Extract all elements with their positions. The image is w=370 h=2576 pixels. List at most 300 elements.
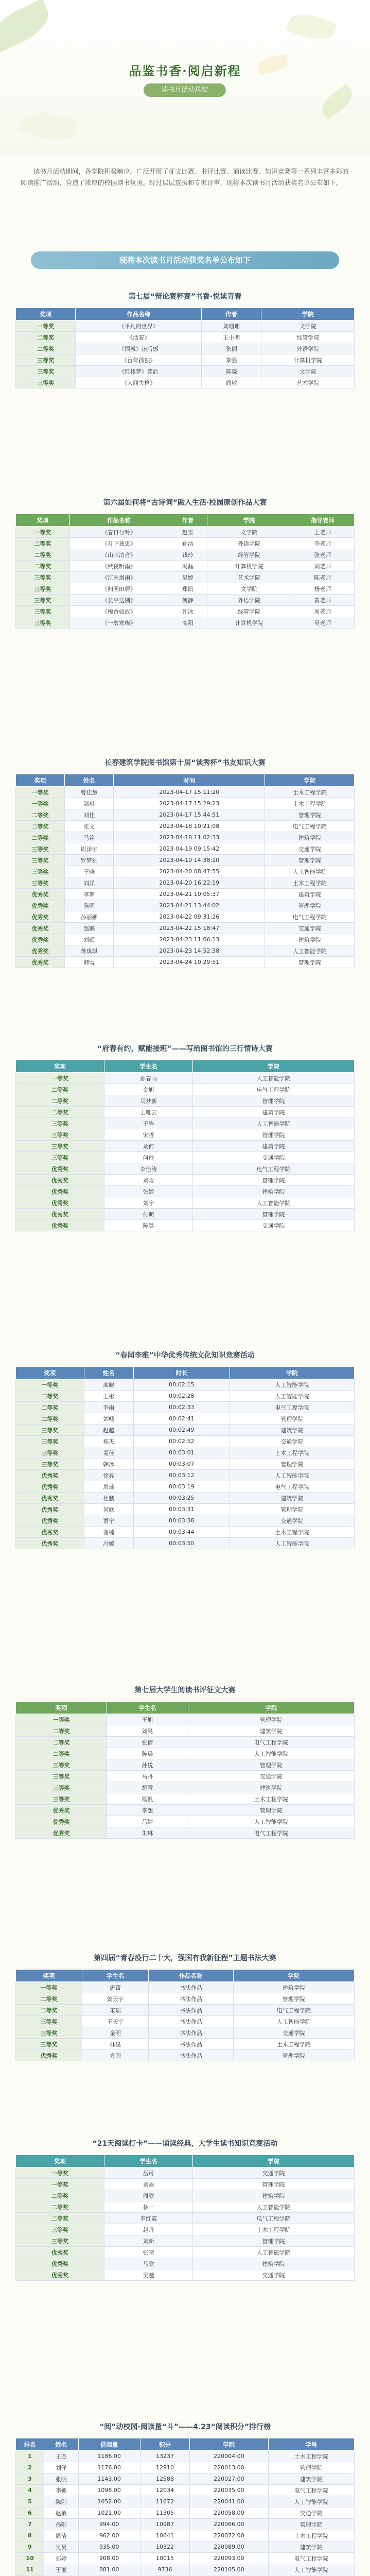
results-table — [15, 1969, 355, 2061]
table-cell: 管理学院 — [188, 1759, 354, 1771]
table-cell: 刘畅 — [84, 1413, 133, 1425]
table-row — [16, 1425, 355, 1436]
table-cell: 周欣 — [104, 2190, 193, 2201]
table-cell: 书法作品 — [149, 2039, 234, 2050]
table-cell: 00:03:44 — [133, 1527, 230, 1538]
table-cell: 管理学院 — [193, 2235, 355, 2247]
table-row — [16, 911, 355, 923]
table-cell: 周琦 — [84, 1481, 133, 1493]
table-row — [16, 332, 355, 343]
table-cell: 张文 — [65, 821, 114, 832]
award-cell: 二等奖 — [16, 821, 65, 832]
table-row — [16, 595, 355, 606]
table-cell: 交通学院 — [233, 2027, 354, 2039]
award-cell: 一等奖 — [16, 320, 76, 332]
award-cell: 4 — [16, 2485, 44, 2496]
table-cell: 陈明 — [65, 900, 114, 911]
table-cell: 建筑学院 — [230, 1493, 354, 1504]
table-cell: 交通学院 — [265, 923, 355, 934]
table-cell: 张明 — [44, 2473, 78, 2485]
table-cell: 电气工程学院 — [268, 2553, 354, 2564]
leaf-decoration — [18, 107, 79, 146]
table-cell: 建筑学院 — [233, 1982, 354, 1993]
table-cell: 王天宇 — [82, 2016, 149, 2027]
table-cell: 908.00 — [78, 2553, 140, 2564]
table-row — [16, 1413, 355, 1425]
table-cell: 《秋夜听雨》 — [69, 561, 168, 572]
table-cell: 10987 — [140, 2519, 189, 2530]
table-cell: 马铭 — [65, 832, 114, 843]
award-cell: 三等奖 — [16, 1782, 107, 1793]
table-row — [16, 889, 355, 900]
leaf-decoration — [0, 0, 55, 53]
table-cell: 贾宁 — [84, 1515, 133, 1527]
table-cell: 唐蕾 — [82, 1982, 149, 1993]
table-cell: 电气工程学院 — [193, 1163, 355, 1175]
table-cell: 《平凡的世界》 — [76, 320, 202, 332]
column-header: 积分 — [140, 2438, 189, 2451]
table-cell: 1176.00 — [78, 2462, 140, 2473]
table-cell: 李想 — [107, 1805, 188, 1816]
table-row — [16, 354, 355, 366]
table-cell: 谢楠 — [84, 1527, 133, 1538]
table-cell: 1021.00 — [78, 2507, 140, 2519]
results-table — [15, 308, 355, 388]
award-cell: 二等奖 — [16, 1402, 84, 1413]
award-cell: 优秀奖 — [16, 1186, 104, 1197]
table-cell: 韩雪 — [65, 957, 114, 968]
table-cell: 《长亭送别》 — [69, 595, 168, 606]
table-cell: 赵敏 — [44, 2507, 78, 2519]
table-row — [16, 527, 355, 538]
results-table — [15, 514, 355, 629]
table-cell: 陈晨 — [107, 1748, 188, 1759]
table-cell: 土木工程学院 — [193, 2224, 355, 2235]
table-cell: 冯磊 — [168, 561, 207, 572]
column-header: 奖项 — [16, 308, 76, 320]
award-cell: 三等奖 — [16, 354, 76, 366]
table-row — [16, 1447, 355, 1459]
table-cell: 2023-04-24 10:29:51 — [114, 957, 265, 968]
table-cell: 《人间失格》 — [76, 377, 202, 388]
table-cell: 岳可 — [104, 2167, 193, 2179]
table-cell: 郑凯 — [168, 583, 207, 595]
table-cell: 周洁 — [44, 2530, 78, 2541]
table-row — [16, 2179, 355, 2190]
table-cell: 10322 — [140, 2541, 189, 2553]
table-row — [16, 2485, 355, 2496]
table-cell: 方圆 — [82, 2050, 149, 2061]
award-cell: 8 — [16, 2530, 44, 2541]
table-cell: 李强 — [202, 354, 261, 366]
column-header: 学院 — [190, 2438, 268, 2451]
table-row — [16, 945, 355, 957]
table-cell: 电气工程学院 — [230, 1481, 354, 1493]
table-cell: 2023-04-19 14:38:10 — [114, 855, 265, 866]
column-header: 奖项 — [16, 1060, 104, 1073]
table-cell: 人工智能学院 — [230, 1538, 354, 1549]
table-row — [16, 1737, 355, 1748]
table-cell: 220105.00 — [190, 2564, 268, 2575]
table-row — [16, 1391, 355, 1402]
award-cell: 三等奖 — [16, 1141, 104, 1152]
award-cell: 3 — [16, 2473, 44, 2485]
table-cell: 00:02:33 — [133, 1402, 230, 1413]
table-row — [16, 1504, 355, 1515]
table-row — [16, 2027, 355, 2039]
award-cell: 6 — [16, 2507, 44, 2519]
table-cell: 建筑学院 — [268, 2541, 354, 2553]
table-cell: 9736 — [140, 2564, 189, 2575]
award-section — [15, 2421, 355, 2576]
column-header: 学生名 — [104, 2155, 193, 2167]
table-cell: 王丽 — [44, 2564, 78, 2575]
award-cell: 一等奖 — [16, 2179, 104, 2190]
table-cell: 00:02:49 — [133, 1425, 230, 1436]
table-row — [16, 1379, 355, 1391]
table-cell: 王彬 — [84, 1391, 133, 1402]
table-row — [16, 1782, 355, 1793]
award-cell: 二等奖 — [16, 2190, 104, 2201]
award-cell: 优秀奖 — [16, 1220, 104, 1231]
table-cell: 建筑学院 — [230, 1425, 354, 1436]
table-cell: 12034 — [140, 2485, 189, 2496]
table-cell: 00:02:28 — [133, 1391, 230, 1402]
table-cell: 高阳 — [168, 617, 207, 629]
table-cell: 管理学院 — [188, 1714, 354, 1725]
table-row — [16, 809, 355, 821]
table-row — [16, 1515, 355, 1527]
section-title: 长春建筑学院图书馆第十届“读秀杯”书友知识大赛 — [104, 759, 266, 767]
table-row — [16, 2213, 355, 2224]
award-cell: 三等奖 — [16, 1129, 104, 1141]
table-row — [16, 1197, 355, 1209]
table-cell: 建筑学院 — [265, 934, 355, 945]
column-header: 奖项 — [16, 1970, 82, 1982]
award-cell: 一等奖 — [16, 1982, 82, 1993]
table-cell: 交通学院 — [188, 1771, 354, 1782]
table-cell: 经管学院 — [207, 606, 291, 617]
column-header: 姓名 — [44, 2438, 78, 2451]
table-cell: 电气工程学院 — [188, 1827, 354, 1839]
table-cell: 电气工程学院 — [268, 2485, 354, 2496]
table-cell: 220004.00 — [190, 2451, 268, 2462]
table-cell: 曹佳慧 — [65, 787, 114, 798]
table-cell: 人工智能学院 — [188, 1748, 354, 1759]
column-header: 学院 — [261, 308, 355, 320]
award-cell: 优秀奖 — [16, 1805, 107, 1816]
table-cell: 马丹 — [107, 1771, 188, 1782]
table-cell: 11305 — [140, 2507, 189, 2519]
award-cell: 三等奖 — [16, 2027, 82, 2039]
award-cell: 优秀奖 — [16, 1163, 104, 1175]
table-cell: 220093.00 — [190, 2553, 268, 2564]
table-row — [16, 2541, 355, 2553]
table-row — [16, 832, 355, 843]
table-cell: 郑杰 — [84, 1436, 133, 1447]
table-cell: 2023-04-22 09:31:26 — [114, 911, 265, 923]
section-title: “21天阅读打卡”——诵读经典，大学生读书知识竞赛活动 — [92, 2140, 278, 2148]
table-cell: 管理学院 — [230, 1413, 354, 1425]
award-cell: 优秀奖 — [16, 934, 65, 945]
table-row — [16, 1402, 355, 1413]
table-cell: 土木工程学院 — [188, 1793, 354, 1805]
award-cell: 三等奖 — [16, 595, 70, 606]
table-cell: 李雨 — [84, 1402, 133, 1413]
table-cell: 00:02:15 — [133, 1379, 230, 1391]
table-cell: 《梅香如故》 — [69, 606, 168, 617]
award-cell: 二等奖 — [16, 538, 70, 549]
table-cell: 金旭 — [104, 1084, 193, 1095]
leaf-decoration — [317, 84, 357, 120]
table-cell: 管理学院 — [265, 900, 355, 911]
column-header: 学生名 — [107, 1702, 188, 1714]
table-cell: 周老师 — [291, 606, 354, 617]
award-cell: 三等奖 — [16, 843, 65, 855]
table-cell: 2023-04-17 15:11:20 — [114, 787, 265, 798]
table-cell: 管理学院 — [193, 1095, 355, 1107]
table-cell: 管理学院 — [233, 2050, 354, 2061]
table-row — [16, 855, 355, 866]
award-cell: 二等奖 — [16, 1413, 84, 1425]
table-cell: 管理学院 — [230, 1504, 354, 1515]
section-title: “府春有约，赋能接班”——写给图书馆的三行情诗大赛 — [97, 1045, 273, 1053]
table-cell: 11672 — [140, 2496, 189, 2507]
table-cell: 1186.00 — [78, 2451, 140, 2462]
table-cell: 人工智能学院 — [233, 2016, 354, 2027]
award-cell: 优秀奖 — [16, 1504, 84, 1515]
table-cell: 赵雪 — [168, 527, 207, 538]
table-cell: 935.00 — [78, 2541, 140, 2553]
table-cell: 刘洋 — [65, 877, 114, 889]
column-header: 学号 — [268, 2438, 354, 2451]
award-cell: 优秀奖 — [16, 1493, 84, 1504]
award-cell: 二等奖 — [16, 832, 65, 843]
table-cell: 冯媛 — [84, 1538, 133, 1549]
award-cell: 三等奖 — [16, 1118, 104, 1129]
table-cell: 交通学院 — [193, 1220, 355, 1231]
table-cell: 何静 — [168, 595, 207, 606]
table-cell: 《山水清音》 — [69, 549, 168, 561]
column-header: 奖项 — [16, 774, 65, 787]
table-cell: 电气工程学院 — [193, 2213, 355, 2224]
table-cell: 刘昊 — [107, 1725, 188, 1737]
table-cell: 吴老师 — [291, 617, 354, 629]
table-cell: 罗梦雅 — [65, 855, 114, 866]
column-header: 学院 — [193, 2155, 355, 2167]
table-row — [16, 1129, 355, 1141]
table-row — [16, 1118, 355, 1129]
award-cell: 优秀奖 — [16, 1538, 84, 1549]
award-cell: 5 — [16, 2496, 44, 2507]
table-cell: 管理学院 — [265, 957, 355, 968]
table-cell: 付萌 — [104, 1209, 193, 1220]
column-header: 排名 — [16, 2438, 44, 2451]
table-cell: 艺术学院 — [207, 572, 291, 583]
table-row — [16, 606, 355, 617]
results-table — [15, 1366, 355, 1549]
table-row — [16, 549, 355, 561]
award-cell: 优秀奖 — [16, 945, 65, 957]
table-row — [16, 2039, 355, 2050]
table-cell: 杨老师 — [291, 583, 354, 595]
award-cell: 二等奖 — [16, 1084, 104, 1095]
award-cell: 二等奖 — [16, 1748, 107, 1759]
table-cell: 韩冰 — [84, 1459, 133, 1470]
table-row — [16, 1805, 355, 1816]
award-cell: 一等奖 — [16, 787, 65, 798]
table-cell: 1052.00 — [78, 2496, 140, 2507]
table-cell: 2023-04-17 15:44:51 — [114, 809, 265, 821]
award-cell: 一等奖 — [16, 1073, 104, 1084]
table-cell: 土木工程学院 — [233, 2039, 354, 2050]
table-cell: 1143.00 — [78, 2473, 140, 2485]
table-row — [16, 1827, 355, 1839]
table-row — [16, 1141, 355, 1152]
results-table — [15, 2438, 355, 2576]
table-cell: 交通学院 — [268, 2507, 354, 2519]
column-header: 学院 — [265, 774, 355, 787]
table-cell: 《百年孤独》 — [76, 354, 202, 366]
table-cell: 许冰 — [168, 606, 207, 617]
award-cell: 三等奖 — [16, 1436, 84, 1447]
award-cell: 三等奖 — [16, 583, 70, 595]
results-table — [15, 774, 355, 968]
table-cell: 书法作品 — [149, 2005, 234, 2016]
table-row — [16, 2235, 355, 2247]
table-cell: 建筑学院 — [188, 1782, 354, 1793]
table-row — [16, 1714, 355, 1725]
table-row — [16, 2016, 355, 2027]
table-cell: 人工智能学院 — [188, 1816, 354, 1827]
table-row — [16, 1481, 355, 1493]
table-cell: 2023-04-23 11:06:13 — [114, 934, 265, 945]
results-table — [15, 2155, 355, 2281]
award-cell: 10 — [16, 2553, 44, 2564]
table-cell: 00:03:07 — [133, 1459, 230, 1470]
table-cell: 胡雪 — [107, 1782, 188, 1793]
table-cell: 《春日行吟》 — [69, 527, 168, 538]
table-row — [16, 877, 355, 889]
table-cell: 13237 — [140, 2451, 189, 2462]
award-cell: 二等奖 — [16, 2201, 104, 2213]
award-cell: 优秀奖 — [16, 1209, 104, 1220]
table-cell: 00:03:31 — [133, 1504, 230, 1515]
table-row — [16, 2167, 355, 2179]
table-cell: 何欣 — [84, 1504, 133, 1515]
award-cell: 优秀奖 — [16, 889, 65, 900]
table-cell: 电气工程学院 — [230, 1402, 354, 1413]
table-cell: 王旭 — [107, 1714, 188, 1725]
table-cell: 高晓 — [84, 1379, 133, 1391]
award-cell: 三等奖 — [16, 1425, 84, 1436]
table-row — [16, 821, 355, 832]
table-row — [16, 1163, 355, 1175]
award-cell: 二等奖 — [16, 2005, 82, 2016]
table-cell: 人工智能学院 — [193, 2247, 355, 2258]
section-title: 第四届“青春疫行二十大，强国有我新征程”主题书法大赛 — [94, 1954, 276, 1962]
table-row — [16, 1220, 355, 1231]
table-cell: 人工智能学院 — [230, 1470, 354, 1481]
table-cell: 建筑学院 — [193, 1107, 355, 1118]
table-cell: 《归园田居》 — [69, 583, 168, 595]
table-cell: 人工智能学院 — [193, 2201, 355, 2213]
table-row — [16, 1073, 355, 1084]
award-cell: 二等奖 — [16, 343, 76, 354]
table-cell: 管理学院 — [193, 1129, 355, 1141]
award-cell: 7 — [16, 2519, 44, 2530]
table-cell: 2023-04-23 14:52:38 — [114, 945, 265, 957]
column-header: 时间 — [114, 774, 265, 787]
table-cell: 建筑学院 — [265, 832, 355, 843]
table-cell: 《活着》 — [76, 332, 202, 343]
table-cell: 文学院 — [207, 527, 291, 538]
table-cell: 艺术学院 — [261, 377, 355, 388]
table-cell: 人工智能学院 — [268, 2496, 354, 2507]
table-cell: 建筑学院 — [193, 2190, 355, 2201]
table-row — [16, 1759, 355, 1771]
table-cell: 2023-04-19 09:15:42 — [114, 843, 265, 855]
award-cell: 优秀奖 — [16, 2050, 82, 2061]
table-cell: 管理学院 — [188, 1805, 354, 1816]
column-header: 作品名称 — [69, 514, 168, 527]
award-cell: 三等奖 — [16, 2016, 82, 2027]
table-row — [16, 957, 355, 968]
table-cell: 土木工程学院 — [230, 1447, 354, 1459]
award-cell: 优秀奖 — [16, 2269, 104, 2281]
column-header: 姓名 — [65, 774, 114, 787]
award-cell: 二等奖 — [16, 332, 76, 343]
table-cell: 郑婷 — [44, 2553, 78, 2564]
award-cell: 二等奖 — [16, 2213, 104, 2224]
table-cell: 881.00 — [78, 2564, 140, 2575]
table-row — [16, 2224, 355, 2235]
award-cell: 一等奖 — [16, 527, 70, 538]
award-cell: 三等奖 — [16, 617, 70, 629]
table-row — [16, 798, 355, 809]
award-cell: 三等奖 — [16, 1447, 84, 1459]
table-cell: 2023-04-20 16:22:19 — [114, 877, 265, 889]
table-cell: 金明 — [82, 2027, 149, 2039]
table-cell: 建筑学院 — [268, 2473, 354, 2485]
award-cell: 优秀奖 — [16, 1175, 104, 1186]
table-row — [16, 343, 355, 354]
award-cell: 二等奖 — [16, 1095, 104, 1107]
award-cell: 二等奖 — [16, 1107, 104, 1118]
table-cell: 赵鹏 — [65, 923, 114, 934]
award-section — [15, 1043, 355, 1231]
table-cell: 马欣 — [104, 2258, 193, 2269]
award-cell: 优秀奖 — [16, 957, 65, 968]
table-cell: 陈晓 — [202, 366, 261, 377]
award-cell: 三等奖 — [16, 1759, 107, 1771]
leaf-decoration — [286, 8, 337, 46]
table-cell: 管理学院 — [193, 1209, 355, 1220]
table-cell: 外语学院 — [207, 538, 291, 549]
intro-paragraph: 读书月活动期间，各学院积极响应，广泛开展了征文比赛、书评比赛、诵读比赛、知识竞赛等一系列丰富多彩的阅读推广活动，营造了浓厚的校园读书氛围。经过层层选拔和专家评审，现将本次读书月活动获奖名单公布如下。 — [21, 167, 349, 187]
table-cell: 张婷 — [104, 1186, 193, 1197]
table-cell: 书法作品 — [149, 1982, 234, 1993]
table-cell: 人工智能学院 — [193, 1197, 355, 1209]
award-cell: 二等奖 — [16, 1391, 84, 1402]
award-section — [15, 757, 355, 968]
table-cell: 962.00 — [78, 2530, 140, 2541]
award-cell: 优秀奖 — [16, 1197, 104, 1209]
column-header: 学院 — [193, 1060, 355, 1073]
table-row — [16, 1175, 355, 1186]
table-cell: 周敏 — [202, 377, 261, 388]
table-cell: 管理学院 — [193, 1175, 355, 1186]
